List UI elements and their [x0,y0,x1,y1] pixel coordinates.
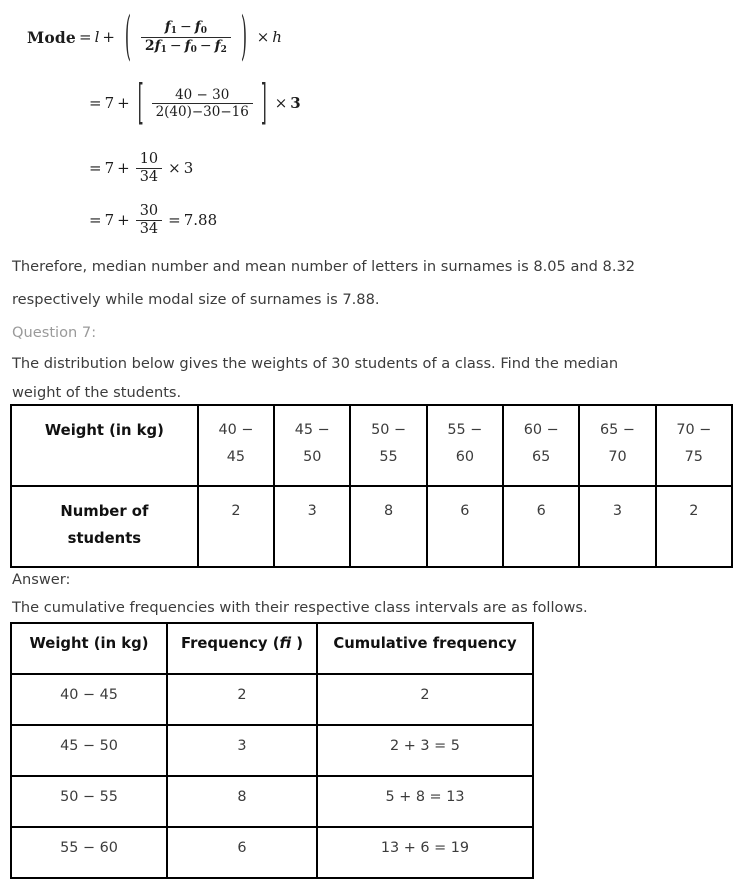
value-seven-4: 7 [104,211,115,230]
mode-label: Mode [27,28,76,48]
table-row [11,776,533,827]
table-row [11,486,732,567]
table2-cumulative-cell: 2 + 3 = 5 [317,725,533,776]
equals-sign-5: = [168,211,181,230]
coefficient-two: 2 [144,38,155,55]
table2-header-weight: Weight (in kg) [11,623,167,674]
frequency-label-prefix: Frequency ( [180,635,280,652]
minus-den-1: − [169,38,182,55]
table1-row-header-weight: Weight (in kg) [11,405,198,486]
value-seven-3: 7 [104,159,115,178]
plus-sign-4: + [117,211,130,230]
table1-interval-cell [503,405,579,486]
cumulative-intro-text: The cumulative frequencies with their respective class intervals are as follows. [12,599,588,616]
table2-frequency-cell: 8 [167,776,317,827]
substitution-denominator: 2(40)−30−16 [152,103,253,119]
table2-header-cumulative: Cumulative frequency [317,623,533,674]
cumulative-frequency-table [10,622,534,879]
students-label-line-2: students [67,530,142,547]
times-sign: × [256,28,270,47]
equals-sign-4: = [89,211,102,230]
times-sign-3: × [168,159,181,178]
question-text-line-2: weight of the students. [12,384,182,401]
table-row [11,725,533,776]
interval-start: 70 − [676,422,712,438]
times-sign-2: × [274,94,288,113]
table1-frequency-cell: 2 [198,486,274,567]
interval-start: 65 − [600,422,635,438]
interval-start: 55 − [447,422,483,438]
plus-sign: + [102,28,115,47]
value-three-2: 3 [290,94,301,113]
interval-start: 40 − [218,422,254,438]
table2-weight-cell: 45 − 50 [11,725,167,776]
substitution-numerator: 40 − 30 [175,87,230,103]
table1-interval-cell [427,405,503,486]
equals-sign-2: = [89,94,102,113]
equals-sign: = [79,28,92,47]
variable-l: l [94,28,100,47]
mode-fraction-denominator [141,37,231,55]
minus-den-2: − [199,38,212,55]
table2-frequency-cell: 6 [167,827,317,878]
interval-end: 75 [684,449,703,465]
interval-end: 55 [379,449,398,465]
table-row [11,674,533,725]
interval-end: 45 [226,449,246,465]
table2-header-frequency [167,623,317,674]
interval-start: 60 − [523,422,559,438]
mode-derivation-block [0,0,747,248]
interval-start: 45 − [294,422,330,438]
table1-frequency-cell: 6 [427,486,503,567]
table1-row-header-students [11,486,198,567]
mode-substitution-line [86,73,301,131]
value-seven-2: 7 [104,94,115,113]
interval-end: 50 [303,449,322,465]
f0-numerator: $f_0$ [194,19,207,36]
f1-numerator: $f_1$ [164,19,177,36]
interval-end: 65 [532,449,551,465]
table2-cumulative-cell: 2 [317,674,533,725]
table2-cumulative-cell: 13 + 6 = 19 [317,827,533,878]
fraction-thirty-thirtyfour [136,204,162,237]
question-heading: Question 7: [12,324,97,341]
table-header-row [11,623,533,674]
interval-start: 50 − [371,422,407,438]
table2-weight-cell: 50 − 55 [11,776,167,827]
mode-formula-line [27,4,282,68]
table1-frequency-cell: 3 [274,486,350,567]
mode-fraction-numerator [161,20,211,37]
numerator-ten: 10 [139,151,159,167]
students-label-line-1: Number of [60,503,149,520]
table2-cumulative-cell: 5 + 8 = 13 [317,776,533,827]
mode-result-value: 7.88 [183,211,218,230]
table2-weight-cell: 40 − 45 [11,674,167,725]
table1-interval-cell [350,405,426,486]
mode-simplified-line [86,152,193,185]
table1-interval-cell [198,405,274,486]
fraction-ten-thirtyfour [136,152,162,185]
f0-denominator: $f_0$ [184,38,197,56]
table1-interval-cell [656,405,732,486]
answer-heading: Answer: [12,571,71,588]
substitution-fraction [152,88,253,119]
f1-denominator: $f_1$ [154,38,167,56]
plus-sign-2: + [117,94,130,113]
denominator-thirtyfour: 34 [136,168,162,185]
question-text-line-1: The distribution below gives the weights of 30 students of a class. Find the median [12,355,619,372]
table1-frequency-cell: 2 [656,486,732,567]
table1-interval-cell [274,405,350,486]
therefore-text-line-1: Therefore, median number and mean number of letters in surnames is 8.05 and 8.32 [12,258,636,275]
therefore-text-line-2: respectively while modal size of surnames is 7.88. [12,291,380,308]
table2-frequency-cell: 2 [167,674,317,725]
table1-frequency-cell: 8 [350,486,426,567]
equals-sign-3: = [89,159,102,178]
frequency-label-suffix: ) [291,635,304,652]
frequency-symbol-fi: fi [279,635,292,652]
table1-interval-cell [579,405,655,486]
denominator-thirtyfour-2: 34 [136,220,162,237]
table-row [11,827,533,878]
table1-frequency-cell: 3 [579,486,655,567]
right-paren: ) [240,4,247,68]
interval-end: 60 [455,449,475,465]
mode-fraction [141,20,231,56]
plus-sign-3: + [117,159,130,178]
variable-h: h [272,28,282,47]
minus-num: − [179,19,192,35]
numerator-thirty: 30 [139,203,159,219]
table2-weight-cell: 55 − 60 [11,827,167,878]
interval-end: 70 [608,449,627,465]
weight-distribution-table [10,404,733,568]
f2-denominator: $f_2$ [214,38,227,56]
table2-frequency-cell: 3 [167,725,317,776]
table-row [11,405,732,486]
table1-frequency-cell: 6 [503,486,579,567]
left-bracket: [ [137,73,144,131]
left-paren: ( [124,4,131,68]
mode-result-line [86,204,217,237]
right-bracket: ] [260,73,267,131]
value-three-3: 3 [183,159,194,178]
